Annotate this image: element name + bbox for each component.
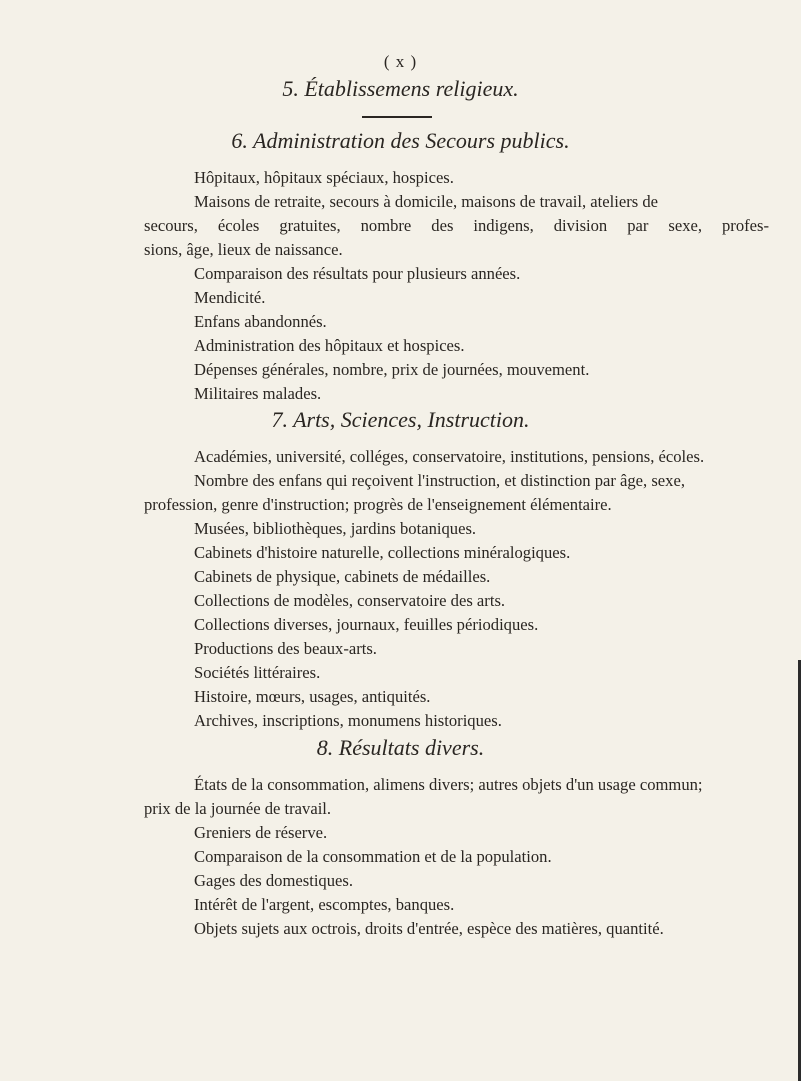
section-title-5: 5. Établissemens religieux. [282, 76, 519, 101]
text-line: Cabinets de physique, cabinets de médailles. [194, 567, 491, 586]
text-line: Greniers de réserve. [194, 823, 328, 842]
section-title-7: 7. Arts, Sciences, Instruction. [271, 407, 530, 432]
text-line: Militaires malades. [194, 384, 322, 403]
text-line: Histoire, mœurs, usages, antiquités. [194, 687, 431, 706]
text-line: Hôpitaux, hôpitaux spéciaux, hospices. [194, 168, 454, 187]
text-line: Intérêt de l'argent, escomptes, banques. [194, 895, 455, 914]
page-folio: ( x ) [383, 52, 418, 71]
text-line: prix de la journée de travail. [144, 799, 332, 818]
text-line: Comparaison de la consommation et de la population. [194, 847, 552, 866]
text-line: Enfans abandonnés. [194, 312, 327, 331]
text-line: Musées, bibliothèques, jardins botaniques. [194, 519, 477, 538]
text-line: Cabinets d'histoire naturelle, collections minéralogiques. [194, 543, 571, 562]
section-7-body [144, 445, 769, 733]
text-line: Collections diverses, journaux, feuilles périodiques. [194, 615, 539, 634]
text-line: Maisons de retraite, secours à domicile, maisons de travail, ateliers de [194, 192, 659, 211]
text-line: Collections de modèles, conservatoire des arts. [194, 591, 506, 610]
text-line: Comparaison des résultats pour plusieurs années. [194, 264, 521, 283]
text-line: Dépenses générales, nombre, prix de journées, mouvement. [194, 360, 590, 379]
text-line: Sociétés littéraires. [194, 663, 321, 682]
title-rule [362, 116, 432, 118]
text-line: profession, genre d'instruction; progrès de l'enseignement élémentaire. [144, 495, 612, 514]
section-title-6: 6. Administration des Secours publics. [231, 128, 570, 153]
text-line: Archives, inscriptions, monumens historiques. [194, 711, 502, 730]
text-line: sions, âge, lieux de naissance. [144, 240, 343, 259]
text-line: Administration des hôpitaux et hospices. [194, 336, 465, 355]
text-line: Gages des domestiques. [194, 871, 353, 890]
text-line: Nombre des enfans qui reçoivent l'instruction, et distinction par âge, sexe, [194, 471, 685, 490]
text-line: Mendicité. [194, 288, 266, 307]
text-line: Productions des beaux-arts. [194, 639, 377, 658]
section-6-body [144, 166, 769, 406]
text-line: États de la consommation, alimens divers; autres objets d'un usage commun; [194, 775, 703, 794]
text-line: Académies, université, colléges, conservatoire, institutions, pensions, écoles. [194, 447, 705, 466]
text-line: Objets sujets aux octrois, droits d'entrée, espèce des matières, quantité. [194, 919, 664, 938]
section-8-body [144, 773, 769, 941]
section-title-8: 8. Résultats divers. [316, 735, 485, 760]
text-line: secours, écoles gratuites, nombre des indigens, division par sexe, profes- [144, 216, 769, 235]
